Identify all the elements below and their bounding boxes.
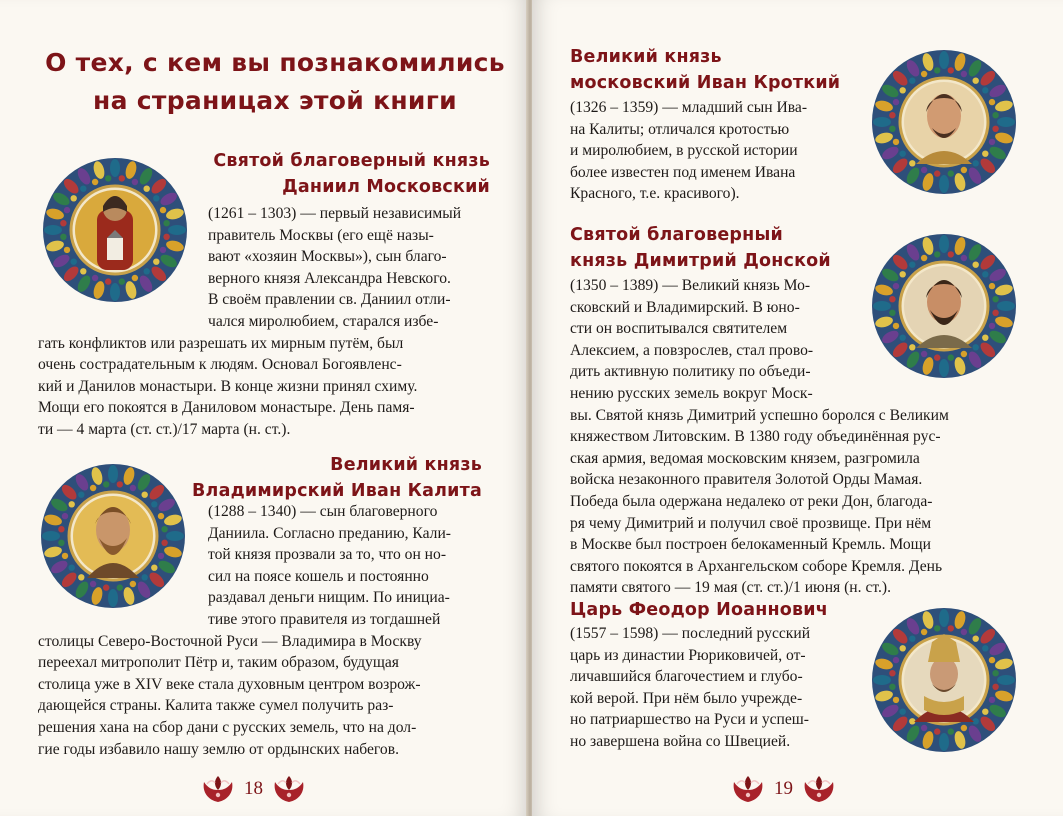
text-line: В своём правлении св. Даниил отли-: [208, 291, 451, 309]
text-line: дающейся страны. Калита также сумел получить раз-: [38, 697, 394, 715]
text-line: вы. Святой князь Димитрий успешно боролся с Великим: [570, 406, 949, 424]
portrait-medallion: [868, 604, 1020, 756]
text-line: на Калиты; отличался кротостью: [570, 120, 790, 138]
text-line: и миролюбием, в русской истории: [570, 142, 798, 160]
heading-line: Святой благоверный: [570, 225, 783, 245]
heading-line: князь Димитрий Донской: [570, 251, 831, 271]
title-line: О тех, с кем вы познакомились: [45, 48, 505, 77]
text-line: более известен под именем Ивана: [570, 163, 796, 181]
text-line: столица уже в XIV веке стала духовным центром возрож-: [38, 675, 421, 693]
text-line: но патриаршество на Руси и успеш-: [570, 711, 810, 729]
entry-text: [570, 97, 862, 205]
text-line: столицы Северо-Восточной Руси — Владимира в Москву: [38, 632, 422, 650]
lotus-ornament-icon: [198, 774, 238, 804]
lotus-ornament-icon: [269, 774, 309, 804]
text-line: той князя прозвали за то, что он но-: [208, 546, 447, 564]
portrait-medallion: [868, 46, 1020, 198]
heading-line: Святой благоверный князь: [213, 151, 490, 171]
text-line: верного князя Александра Невского.: [208, 269, 451, 287]
text-line: дить активную политику по объеди-: [570, 363, 811, 381]
text-line: Мощи его покоятся в Даниловом монастыре. День памя-: [38, 399, 415, 417]
text-line: правитель Москвы (его ещё назы-: [208, 226, 434, 244]
text-line: сковский и Владимирский. В юно-: [570, 298, 800, 316]
entry-heading: [192, 452, 482, 504]
text-line: Красного, т.е. красивого).: [570, 185, 740, 203]
text-line: вают «хозяин Москвы»), сын благо-: [208, 248, 447, 266]
text-line: раздавал деньги нищим. По инициа-: [208, 589, 450, 607]
text-line: Победа была одержана недалеко от реки Дон, благода-: [570, 492, 933, 510]
heading-line: Владимирский Иван Калита: [192, 481, 482, 501]
text-line: кий и Данилов монастыри. В конце жизни принял схиму.: [38, 377, 418, 395]
entry-heading: [570, 222, 831, 274]
text-line: нению русских земель вокруг Моск-: [570, 384, 813, 402]
entry-text: [570, 623, 862, 753]
entry-text: [38, 203, 484, 441]
text-line: в Москве был построен белокаменный Кремль. Мощи: [570, 536, 932, 554]
text-line: ти — 4 марта (ст. ст.)/17 марта (н. ст.).: [38, 420, 291, 438]
text-line: царь из династии Рюриковичей, от-: [570, 646, 806, 664]
heading-line: Великий князь: [330, 455, 482, 475]
heading-line: московский Иван Кроткий: [570, 73, 841, 93]
entry-heading: [570, 44, 840, 96]
entry-text: [570, 275, 1022, 599]
heading-line: Даниил Московский: [282, 177, 490, 197]
text-line: очень сострадательным к людям. Основал Богоявленс-: [38, 356, 402, 374]
page-number: [728, 774, 839, 804]
page-number-text: 19: [774, 778, 793, 799]
entry-heading: [570, 597, 828, 623]
text-line: ская армия, ведомая московским князем, разгромила: [570, 449, 920, 467]
text-line: чался миролюбием, старался избе-: [208, 312, 439, 330]
text-line: святого покоятся в Архангельском соборе Кремля. День: [570, 557, 943, 575]
left-page: [0, 0, 528, 816]
text-line: личавшийся благочестием и глубо-: [570, 668, 803, 686]
text-line: (1350 – 1389) — Великий князь Мо-: [570, 277, 811, 294]
page-number: [198, 774, 309, 804]
text-line: памяти святого — 19 мая (ст. ст.)/1 июня (н. ст.).: [570, 579, 891, 597]
text-line: сти он воспитывался святителем: [570, 320, 788, 338]
text-line: Алексием, а повзрослев, стал прово-: [570, 341, 814, 359]
title-line: на страницах этой книги: [93, 86, 457, 115]
heading-line: Царь Феодор Иоаннович: [570, 600, 828, 620]
text-line: войска незаконного правителя Золотой Орды Мамая.: [570, 471, 923, 489]
text-line: Даниила. Согласно преданию, Кали-: [208, 524, 451, 542]
page-number-text: 18: [244, 778, 263, 799]
text-line: ря чему Димитрий и получил своё прозвище. При нём: [570, 514, 932, 532]
page-title: [40, 44, 510, 120]
text-line: (1261 – 1303) — первый независимый: [208, 205, 462, 222]
entry-text: [38, 501, 482, 760]
text-line: (1288 – 1340) — сын благоверного: [208, 503, 438, 520]
text-line: решения хана на сбор дани с русских земель, что на дол-: [38, 718, 417, 736]
text-line: гие годы избавило нашу землю от ордынских набегов.: [38, 740, 399, 758]
text-line: княжеством Литовским. В 1380 году объединённая рус-: [570, 428, 941, 446]
text-line: сил на поясе кошель и постоянно: [208, 567, 429, 585]
heading-line: Великий князь: [570, 47, 722, 67]
entry-heading: [213, 148, 490, 200]
text-line: переехал митрополит Пётр и, таким образом, будущая: [38, 654, 399, 672]
text-line: но завершена война со Швецией.: [570, 732, 791, 750]
text-line: тиве этого правителя из тогдашней: [208, 610, 441, 628]
text-line: кой верой. При нём было учрежде-: [570, 689, 803, 707]
text-line: (1326 – 1359) — младший сын Ива-: [570, 99, 808, 116]
right-page: [532, 0, 1063, 816]
lotus-ornament-icon: [728, 774, 768, 804]
lotus-ornament-icon: [799, 774, 839, 804]
text-line: (1557 – 1598) — последний русский: [570, 625, 811, 642]
text-line: гать конфликтов или разрешать их мирным путём, был: [38, 334, 404, 352]
